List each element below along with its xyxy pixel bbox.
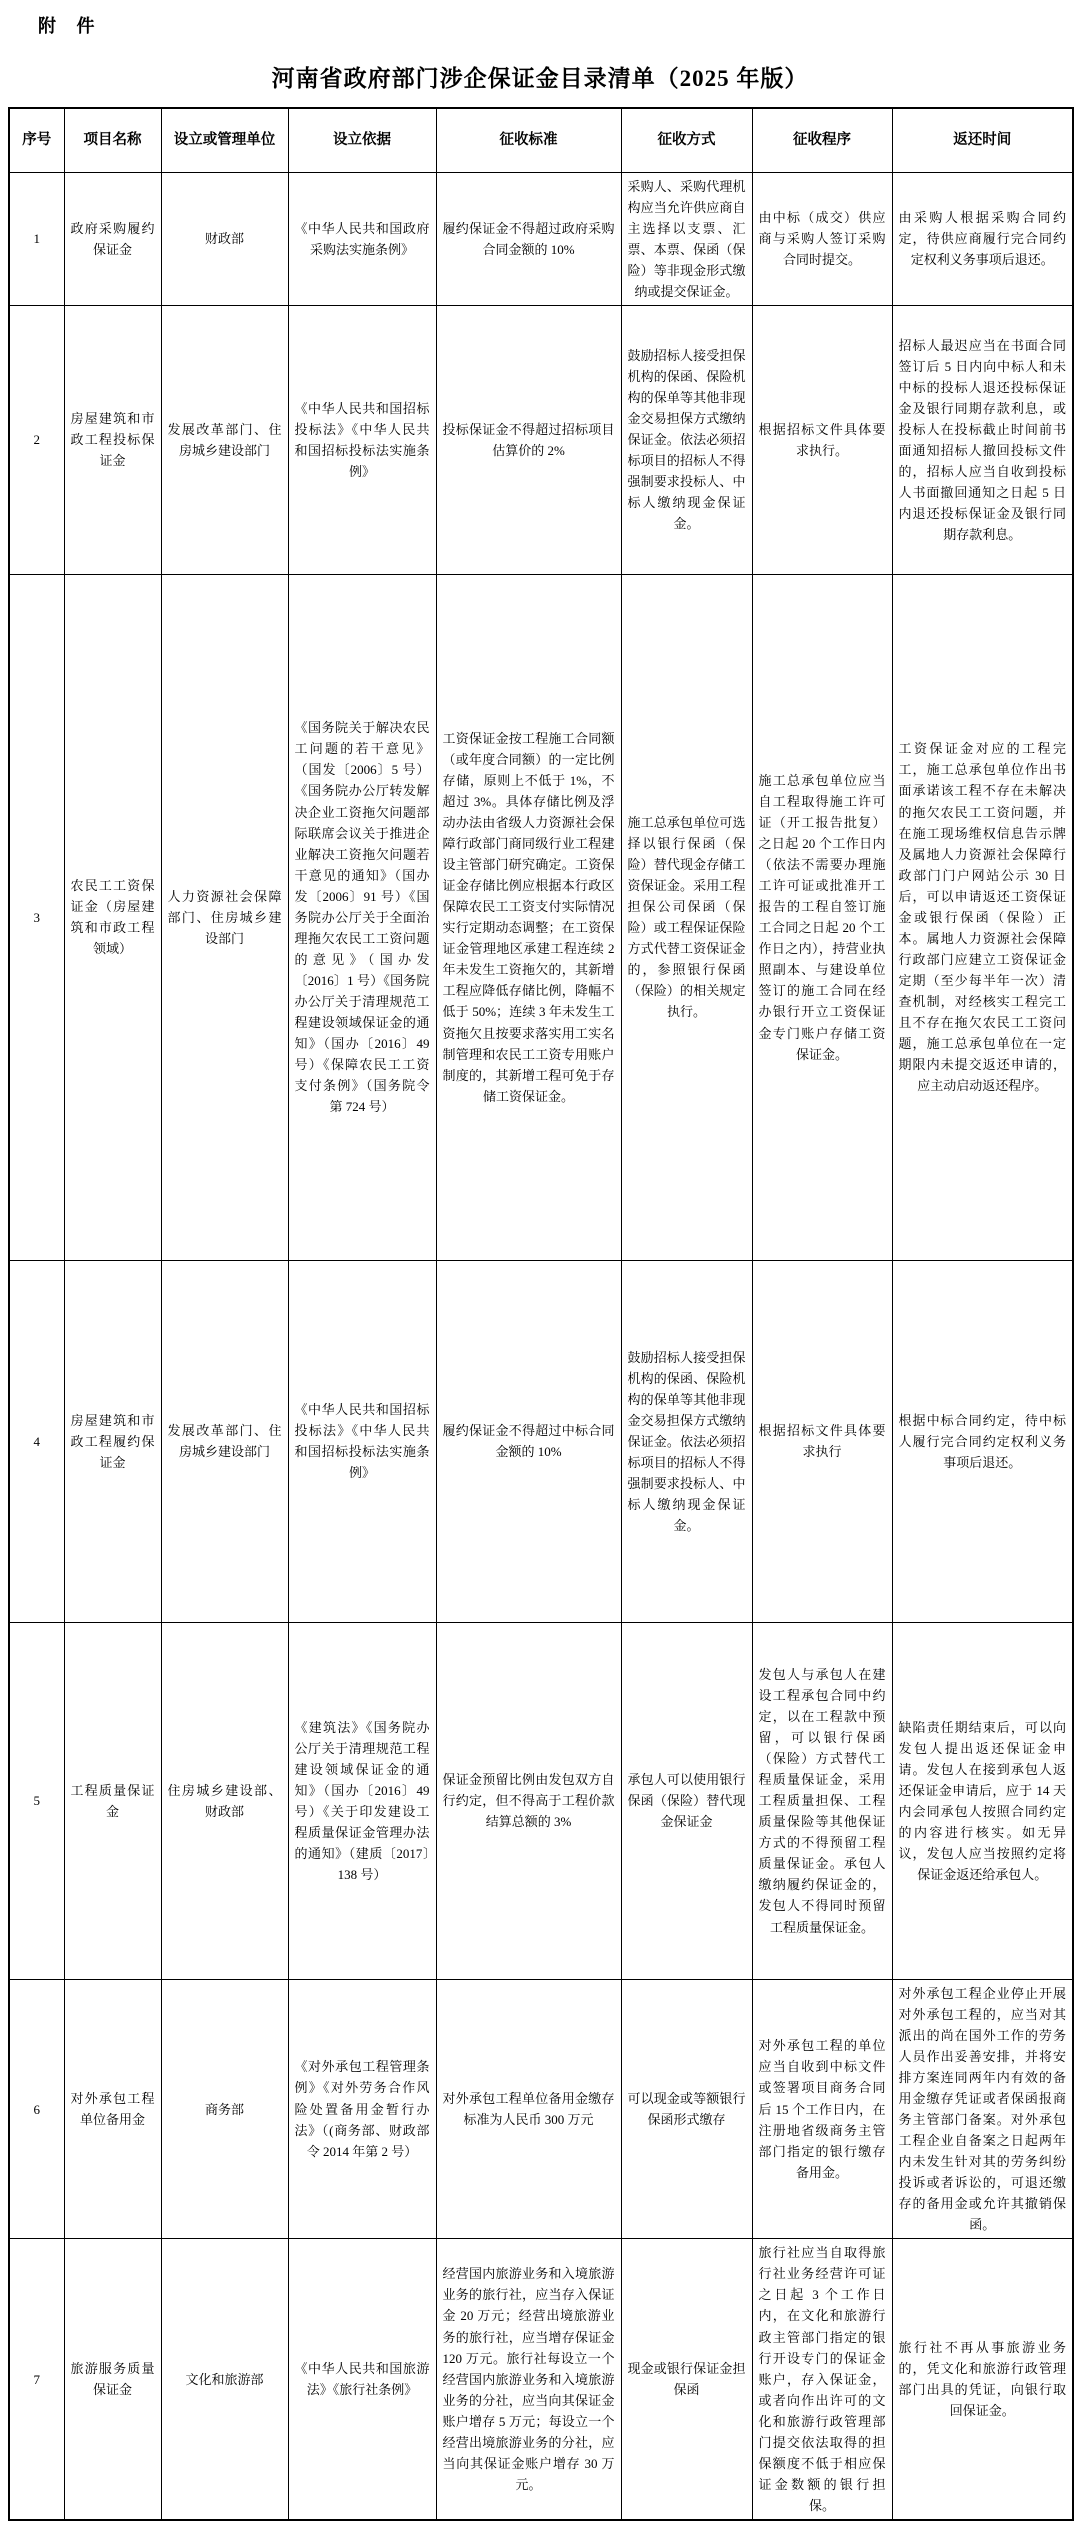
column-header-standard: 征收标准 xyxy=(436,108,621,172)
cell-no: 1 xyxy=(9,172,64,305)
cell-unit: 住房城乡建设部、财政部 xyxy=(161,1622,288,1979)
table-row xyxy=(9,2239,1073,2520)
cell-procedure: 旅行社应当自取得旅行社业务经营许可证之日起 3 个工作日内，在文化和旅游行政主管部门指定的银行开设专门的保证金账户，存入保证金，或者向作出许可的文化和旅游行政管理部门提交依法取得的担保额度不低于相应保证金数额的银行担保。 xyxy=(752,2239,892,2520)
column-header-return-time: 返还时间 xyxy=(892,108,1073,172)
cell-no: 3 xyxy=(9,574,64,1260)
cell-no: 5 xyxy=(9,1622,64,1979)
column-header-procedure: 征收程序 xyxy=(752,108,892,172)
header-row xyxy=(9,108,1073,172)
cell-procedure: 根据招标文件具体要求执行。 xyxy=(752,305,892,574)
table-row xyxy=(9,574,1073,1260)
cell-basis: 《建筑法》《国务院办公厅关于清理规范工程建设领域保证金的通知》（国办〔2016〕49 号）《关于印发建设工程质量保证金管理办法的通知》（建质〔2017〕138 号） xyxy=(288,1622,436,1979)
cell-procedure: 施工总承包单位应当自工程取得施工许可证（开工报告批复）之日起 20 个工作日内（依法不需要办理施工许可证或批准开工报告的工程自签订施工合同之日起 20 个工作日之内），持营业执照副本、与建设单位签订的施工合同在经办银行开立工资保证金专门账户存储工资保证金。 xyxy=(752,574,892,1260)
cell-return-time: 工资保证金对应的工程完工，施工总承包单位作出书面承诺该工程不存在未解决的拖欠农民工工资问题，并在施工现场维权信息告示牌及属地人力资源社会保障行政部门门户网站公示 30 日后，可以申请返还工资保证金或银行保函（保险）正本。属地人力资源社会保障行政部门应建立工资保证金定期（至少每半年一次）清查机制，对经核实工程完工且不存在拖欠农民工工资问题，施工总承包单位在一定期限内未提交返还申请的，应主动启动返还程序。 xyxy=(892,574,1073,1260)
cell-project-name: 农民工工资保证金（房屋建筑和市政工程领域） xyxy=(64,574,161,1260)
cell-method: 承包人可以使用银行保函（保险）替代现金保证金 xyxy=(621,1622,752,1979)
cell-basis: 《中华人民共和国旅游法》《旅行社条例》 xyxy=(288,2239,436,2520)
cell-basis: 《国务院关于解决农民工问题的若干意见》（国发〔2006〕5 号）《国务院办公厅转发解决企业工资拖欠问题部际联席会议关于推进企业解决工资拖欠问题若干意见的通知》（国办发〔2006〕91 号）《国务院办公厅关于全面治理拖欠农民工工资问题的意见》（国办发〔2016〕1 号）《国务院办公厅关于清理规范工程建设领域保证金的通知》（国办〔2016〕49 号）《保障农民工工资支付条例》（国务院令第 724 号） xyxy=(288,574,436,1260)
cell-standard: 履约保证金不得超过中标合同金额的 10% xyxy=(436,1260,621,1622)
cell-standard: 对外承包工程单位备用金缴存标准为人民币 300 万元 xyxy=(436,1979,621,2239)
cell-procedure: 由中标（成交）供应商与采购人签订采购合同时提交。 xyxy=(752,172,892,305)
cell-return-time: 由采购人根据采购合同约定，待供应商履行完合同约定权利义务事项后退还。 xyxy=(892,172,1073,305)
cell-project-name: 旅游服务质量保证金 xyxy=(64,2239,161,2520)
cell-procedure: 根据招标文件具体要求执行 xyxy=(752,1260,892,1622)
cell-project-name: 房屋建筑和市政工程履约保证金 xyxy=(64,1260,161,1622)
cell-project-name: 工程质量保证金 xyxy=(64,1622,161,1979)
cell-standard: 经营国内旅游业务和入境旅游业务的旅行社，应当存入保证金 20 万元；经营出境旅游业务的旅行社，应当增存保证金 120 万元。旅行社每设立一个经营国内旅游业务和入境旅游业务的分社，应当向其保证金账户增存 5 万元；每设立一个经营出境旅游业务的分社，应当向其保证金账户增存 30 万元。 xyxy=(436,2239,621,2520)
cell-method: 鼓励招标人接受担保机构的保函、保险机构的保单等其他非现金交易担保方式缴纳保证金。依法必须招标项目的招标人不得强制要求投标人、中标人缴纳现金保证金。 xyxy=(621,1260,752,1622)
cell-method: 可以现金或等额银行保函形式缴存 xyxy=(621,1979,752,2239)
cell-return-time: 旅行社不再从事旅游业务的，凭文化和旅游行政管理部门出具的凭证，向银行取回保证金。 xyxy=(892,2239,1073,2520)
attachment-label: 附 件 xyxy=(38,16,103,36)
cell-method: 现金或银行保证金担保函 xyxy=(621,2239,752,2520)
cell-standard: 工资保证金按工程施工合同额（或年度合同额）的一定比例存储，原则上不低于 1%，不超过 3%。具体存储比例及浮动办法由省级人力资源社会保障行政部门商同级行业工程建设主管部门研究确定。工资保证金存储比例应根据本行政区保障农民工工资支付实际情况实行定期动态调整；在工资保证金管理地区承建工程连续 2 年未发生工资拖欠的，其新增工程应降低存储比例，降幅不低于 50%；连续 3 年未发生工资拖欠且按要求落实用工实名制管理和农民工工资专用账户制度的，其新增工程可免于存储工资保证金。 xyxy=(436,574,621,1260)
cell-unit: 发展改革部门、住房城乡建设部门 xyxy=(161,305,288,574)
cell-unit: 商务部 xyxy=(161,1979,288,2239)
cell-no: 2 xyxy=(9,305,64,574)
cell-unit: 财政部 xyxy=(161,172,288,305)
table-row xyxy=(9,305,1073,574)
cell-return-time: 对外承包工程企业停止开展对外承包工程的，应当对其派出的尚在国外工作的劳务人员作出妥善安排，并将安排方案连同两年内有效的备用金缴存凭证或者保函报商务主管部门备案。对外承包工程企业自备案之日起两年内未发生针对其的劳务纠纷投诉或者诉讼的，可退还缴存的备用金或允许其撤销保函。 xyxy=(892,1979,1073,2239)
column-header-name: 项目名称 xyxy=(64,108,161,172)
cell-basis: 《对外承包工程管理条例》《对外劳务合作风险处置备用金暂行办法》（(商务部、财政部令 2014 年第 2 号） xyxy=(288,1979,436,2239)
cell-standard: 履约保证金不得超过政府采购合同金额的 10% xyxy=(436,172,621,305)
table-row xyxy=(9,172,1073,305)
cell-project-name: 对外承包工程单位备用金 xyxy=(64,1979,161,2239)
cell-method: 采购人、采购代理机构应当允许供应商自主选择以支票、汇票、本票、保函（保险）等非现金形式缴纳或提交保证金。 xyxy=(621,172,752,305)
cell-standard: 投标保证金不得超过招标项目估算价的 2% xyxy=(436,305,621,574)
table-row xyxy=(9,1622,1073,1979)
cell-project-name: 政府采购履约保证金 xyxy=(64,172,161,305)
cell-no: 4 xyxy=(9,1260,64,1622)
cell-return-time: 缺陷责任期结束后，可以向发包人提出返还保证金申请。发包人在接到承包人返还保证金申请后，应于 14 天内会同承包人按照合同约定的内容进行核实。如无异议，发包人应当按照约定将保证金返还给承包人。 xyxy=(892,1622,1073,1979)
cell-unit: 发展改革部门、住房城乡建设部门 xyxy=(161,1260,288,1622)
cell-no: 6 xyxy=(9,1979,64,2239)
cell-return-time: 招标人最迟应当在书面合同签订后 5 日内向中标人和未中标的投标人退还投标保证金及银行同期存款利息，或投标人在投标截止时间前书面通知招标人撤回投标文件的，招标人应当自收到投标人书面撤回通知之日起 5 日内退还投标保证金及银行同期存款利息。 xyxy=(892,305,1073,574)
cell-method: 施工总承包单位可选择以银行保函（保险）替代现金存储工资保证金。采用工程担保公司保函（保险）或工程保证保险方式代替工资保证金的，参照银行保函（保险）的相关规定执行。 xyxy=(621,574,752,1260)
cell-method: 鼓励招标人接受担保机构的保函、保险机构的保单等其他非现金交易担保方式缴纳保证金。依法必须招标项目的招标人不得强制要求投标人、中标人缴纳现金保证金。 xyxy=(621,305,752,574)
column-header-no: 序号 xyxy=(9,108,64,172)
cell-project-name: 房屋建筑和市政工程投标保证金 xyxy=(64,305,161,574)
column-header-basis: 设立依据 xyxy=(288,108,436,172)
page-title: 河南省政府部门涉企保证金目录清单（2025 年版） xyxy=(271,66,809,91)
cell-no: 7 xyxy=(9,2239,64,2520)
cell-unit: 文化和旅游部 xyxy=(161,2239,288,2520)
table-row xyxy=(9,1260,1073,1622)
cell-procedure: 对外承包工程的单位应当自收到中标文件或签署项目商务合同后 15 个工作日内，在注册地省级商务主管部门指定的银行缴存备用金。 xyxy=(752,1979,892,2239)
column-header-method: 征收方式 xyxy=(621,108,752,172)
cell-basis: 《中华人民共和国政府采购法实施条例》 xyxy=(288,172,436,305)
table-row xyxy=(9,1979,1073,2239)
cell-standard: 保证金预留比例由发包双方自行约定，但不得高于工程价款结算总额的 3% xyxy=(436,1622,621,1979)
cell-basis: 《中华人民共和国招标投标法》《中华人民共和国招标投标法实施条例》 xyxy=(288,305,436,574)
cell-basis: 《中华人民共和国招标投标法》《中华人民共和国招标投标法实施条例》 xyxy=(288,1260,436,1622)
column-header-unit: 设立或管理单位 xyxy=(161,108,288,172)
cell-return-time: 根据中标合同约定，待中标人履行完合同约定权利义务事项后退还。 xyxy=(892,1260,1073,1622)
cell-procedure: 发包人与承包人在建设工程承包合同中约定，以在工程款中预留，可以银行保函（保险）方式替代工程质量保证金，采用工程质量担保、工程质量保险等其他保证方式的不得预留工程质量保证金。承包人缴纳履约保证金的，发包人不得同时预留工程质量保证金。 xyxy=(752,1622,892,1979)
deposit-catalog-table xyxy=(8,107,1074,2521)
cell-unit: 人力资源社会保障部门、住房城乡建设部门 xyxy=(161,574,288,1260)
